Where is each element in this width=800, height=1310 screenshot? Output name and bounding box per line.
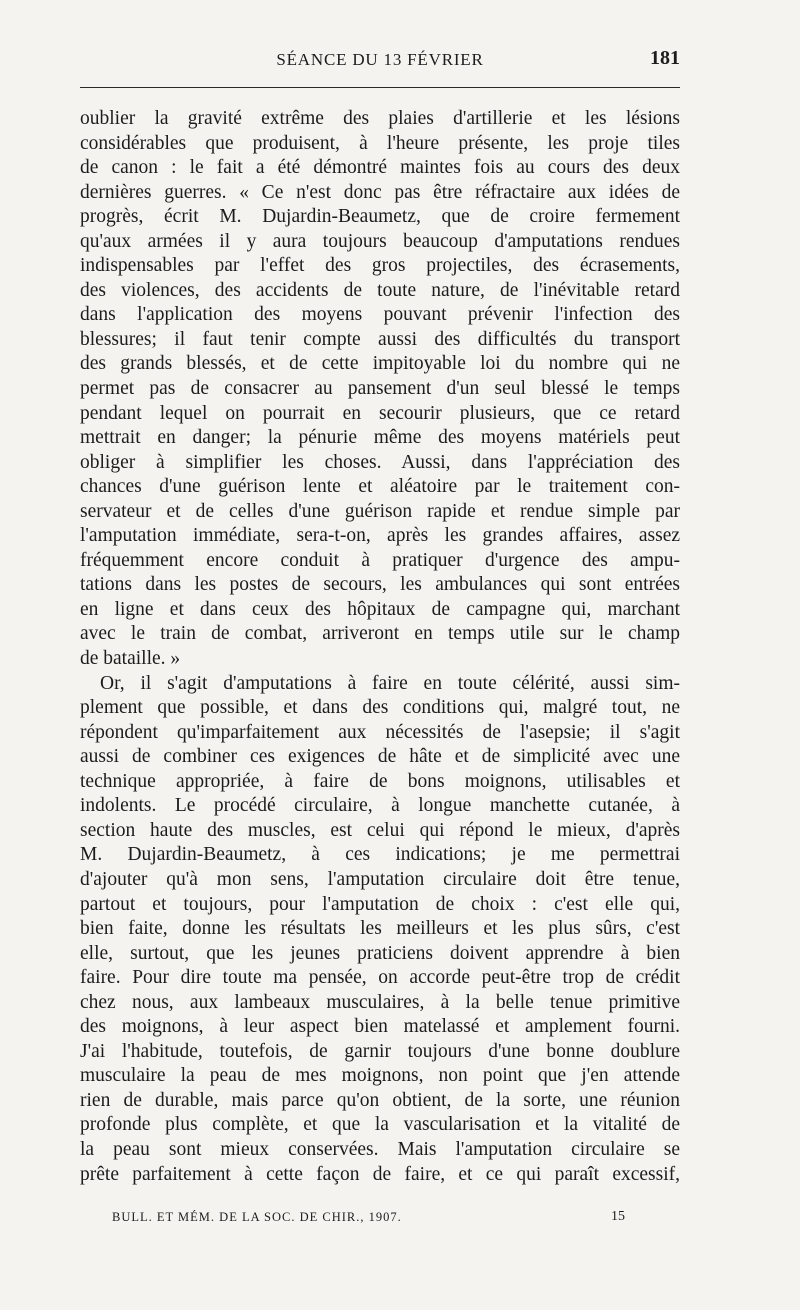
text-line: mettrait en danger; la pénurie même des moyens matériels peut (80, 427, 680, 449)
running-head: SÉANCE DU 13 FÉVRIER (276, 50, 484, 69)
body-text (80, 107, 680, 1187)
text-line: dans l'application des moyens pouvant prévenir l'infection des (80, 304, 680, 326)
text-line: prête parfaitement à cette façon de faire, et ce qui paraît excessif, (80, 1163, 680, 1185)
text-line: elle, surtout, que les jeunes praticiens doivent apprendre à bien (80, 942, 680, 964)
text-line: plement que possible, et dans des conditions qui, malgré tout, ne (80, 697, 680, 719)
text-line: profonde plus complète, et que la vascularisation et la vitalité de (80, 1114, 680, 1136)
text-line: technique appropriée, à faire de bons moignons, utilisables et (80, 770, 680, 792)
footer-signature: BULL. ET MÉM. DE LA SOC. DE CHIR., 1907. (112, 1210, 402, 1224)
text-line: chances d'une guérison lente et aléatoire par le traitement con- (80, 476, 680, 498)
text-line: répondent qu'imparfaitement aux nécessités de l'asepsie; il s'agit (80, 721, 680, 743)
text-line: musculaire la peau de mes moignons, non point que j'en attende (80, 1065, 680, 1087)
text-line: des violences, des accidents de toute nature, de l'inévitable retard (80, 279, 680, 301)
text-line: indispensables par l'effet des gros projectiles, des écrasements, (80, 255, 680, 277)
text-line: obliger à simplifier les choses. Aussi, dans l'appréciation des (80, 451, 680, 473)
text-line: tations dans les postes de secours, les ambulances qui sont entrées (80, 574, 680, 596)
text-line: en ligne et dans ceux des hôpitaux de campagne qui, marchant (80, 598, 680, 620)
text-line: de canon : le fait a été démontré maintes fois au cours des deux (80, 157, 680, 179)
text-line: partout et toujours, pour l'amputation de choix : c'est elle qui, (80, 893, 680, 915)
text-line: d'ajouter qu'à mon sens, l'amputation circulaire doit être tenue, (80, 868, 680, 890)
text-line: Or, il s'agit d'amputations à faire en toute célérité, aussi sim- (100, 672, 680, 694)
page-number: 181 (650, 47, 680, 69)
text-line: des grands blessés, et de cette impitoyable loi du nombre qui ne (80, 353, 680, 375)
page-header (80, 47, 680, 80)
header-rule (80, 87, 680, 88)
text-line: qu'aux armées il y aura toujours beaucoup d'amputations rendues (80, 230, 680, 252)
text-line: pendant lequel on pourrait en secourir plusieurs, que ce retard (80, 402, 680, 424)
text-line: progrès, écrit M. Dujardin-Beaumetz, que de croire fermement (80, 206, 680, 228)
text-line: rien de durable, mais parce qu'on obtient, de la sorte, une réunion (80, 1089, 680, 1111)
text-line: la peau sont mieux conservées. Mais l'amputation circulaire se (80, 1138, 680, 1160)
text-line: oublier la gravité extrême des plaies d'artillerie et les lésions (80, 108, 680, 129)
text-line: dernières guerres. « Ce n'est donc pas être réfractaire aux idées de (80, 181, 680, 203)
text-line: section haute des muscles, est celui qui répond le mieux, d'après (80, 819, 680, 841)
text-line: considérables que produisent, à l'heure présente, les proje tiles (80, 132, 680, 154)
text-line: indolents. Le procédé circulaire, à longue manchette cutanée, à (80, 795, 680, 817)
text-line: des moignons, à leur aspect bien matelassé et amplement fourni. (80, 1016, 680, 1038)
text-line: l'amputation immédiate, sera-t-on, après les grandes affaires, assez (80, 525, 680, 547)
text-line: aussi de combiner ces exigences de hâte et de simplicité avec une (80, 746, 680, 768)
text-line: servateur et de celles d'une guérison rapide et rendue simple par (80, 500, 680, 522)
text-line: bien faite, donne les résultats les meilleurs et les plus sûrs, c'est (80, 918, 680, 940)
text-line: faire. Pour dire toute ma pensée, on accorde peut-être trop de crédit (80, 967, 680, 989)
text-line: M. Dujardin-Beaumetz, à ces indications; je me permettrai (80, 844, 680, 866)
text-line: fréquemment encore conduit à pratiquer d'urgence des ampu- (80, 549, 680, 571)
page-footer (80, 1210, 680, 1230)
text-line: J'ai l'habitude, toutefois, de garnir toujours d'une bonne doublure (80, 1040, 680, 1062)
text-line: chez nous, aux lambeaux musculaires, à la belle tenue primitive (80, 991, 680, 1013)
text-line: blessures; il faut tenir compte aussi des difficultés du transport (80, 328, 680, 350)
footer-sheet-number: 15 (611, 1209, 625, 1224)
text-line: avec le train de combat, arriveront en temps utile sur le champ (80, 623, 680, 645)
text-line: de bataille. » (80, 648, 181, 670)
text-line: permet pas de consacrer au pansement d'un seul blessé le temps (80, 378, 680, 400)
